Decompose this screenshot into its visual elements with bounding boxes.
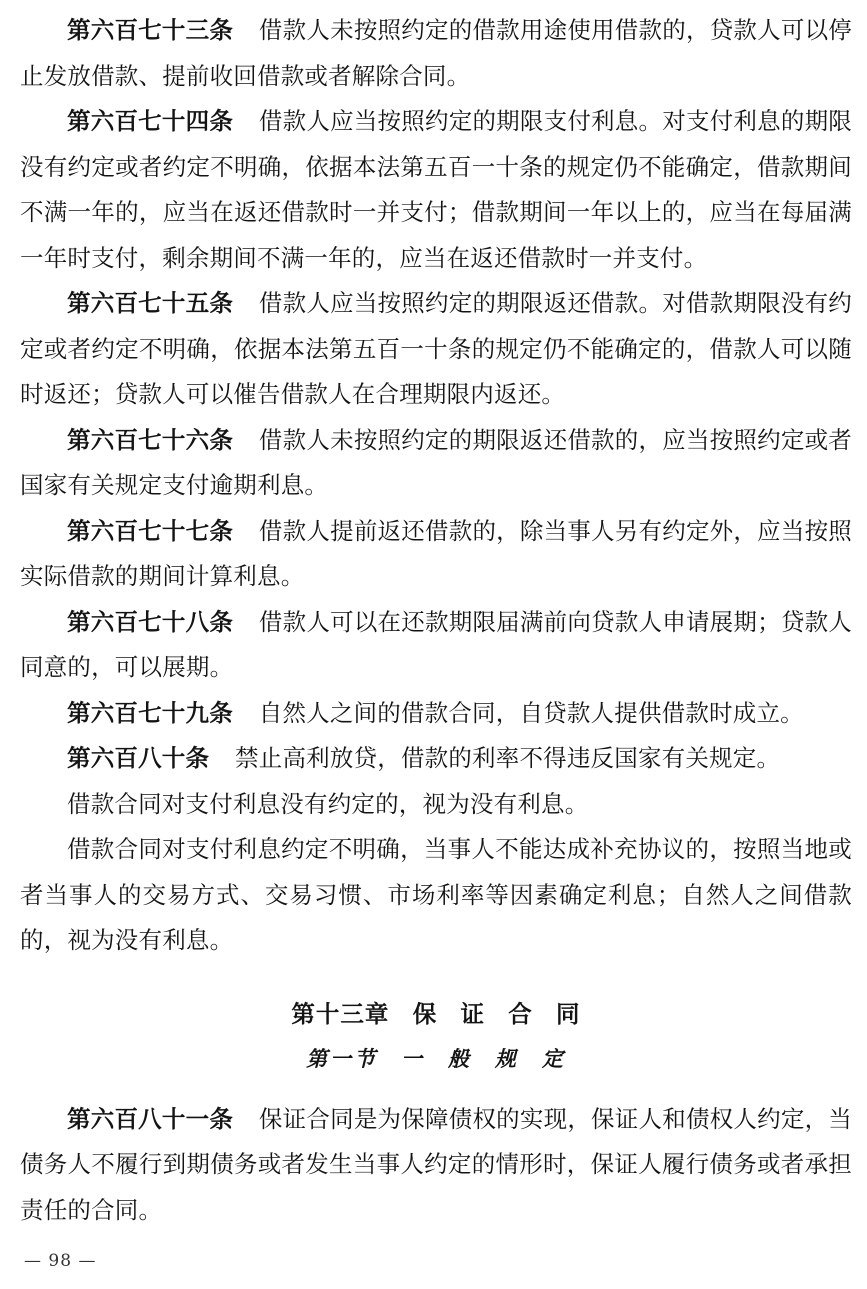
article-681-paragraph [20,1097,852,1234]
article-text: 借款人应当按照约定的期限返还借款。对借款期限没有约定或者约定不明确，依据本法第五百一十条的规定仍不能确定的，借款人可以随时返还；贷款人可以催告借款人在合理期限内返还。 [20,289,853,408]
article-text: 借款人应当按照约定的期限支付利息。对支付利息的期限没有约定或者约定不明确，依据本法第五百一十条的规定仍不能确定，借款期间不满一年的，应当在返还借款时一并支付；借款期间一年以上的，应当在每届满一年时支付，剩余期间不满一年的，应当在返还借款时一并支付。 [20,107,853,272]
article-675-paragraph [20,281,852,418]
article-number: 第六百七十五条 [67,289,234,317]
article-674-paragraph [20,99,852,281]
article-number: 第六百七十三条 [67,16,234,44]
document-page [20,0,852,1233]
article-number: 第六百八十条 [67,744,210,772]
article-number: 第六百七十四条 [67,107,234,135]
page-number: — 98 — [24,1251,97,1271]
article-number: 第六百七十九条 [67,698,233,727]
article-number: 第六百七十七条 [67,516,234,545]
article-number: 第六百八十一条 [67,1104,234,1133]
article-text: 借款人提前返还借款的，除当事人另有约定外，应当按照实际借款的期间计算利息。 [20,516,853,590]
article-679-paragraph [20,691,852,737]
article-number: 第六百七十六条 [67,425,234,454]
article-text: 禁止高利放贷，借款的利率不得违反国家有关规定。 [235,744,781,772]
section-title: 第一节 一 般 规 定 [306,1045,566,1071]
article-text: 自然人之间的借款合同，自贷款人提供借款时成立。 [258,698,804,727]
article-676-paragraph [20,418,852,509]
article-680-paragraph [20,736,852,782]
article-677-paragraph [20,509,852,600]
clause-text: 借款合同对支付利息没有约定的，视为没有利息。 [67,789,589,818]
article-number: 第六百七十八条 [67,607,234,636]
clause-text: 借款合同对支付利息约定不明确，当事人不能达成补充协议的，按照当地或者当事人的交易方式、交易习惯、市场利率等因素确定利息；自然人之间借款的，视为没有利息。 [20,835,852,954]
article-678-paragraph [20,600,852,691]
article-text: 借款人可以在还款期限届满前向贷款人申请展期；贷款人同意的，可以展期。 [20,607,853,681]
article-text: 借款人未按照约定的期限返还借款的，应当按照约定或者国家有关规定支付逾期利息。 [20,425,853,499]
article-680-clause-2 [20,782,852,828]
article-680-clause-3 [20,827,852,964]
article-text: 保证合同是为保障债权的实现，保证人和债权人约定，当债务人不履行到期债务或者发生当事人约定的情形时，保证人履行债务或者承担责任的合同。 [20,1104,853,1224]
article-673-paragraph [20,8,852,99]
chapter-title: 第十三章 保 证 合 同 [291,999,581,1028]
article-text: 借款人未按照约定的借款用途使用借款的，贷款人可以停止发放借款、提前收回借款或者解除合同。 [20,16,853,90]
